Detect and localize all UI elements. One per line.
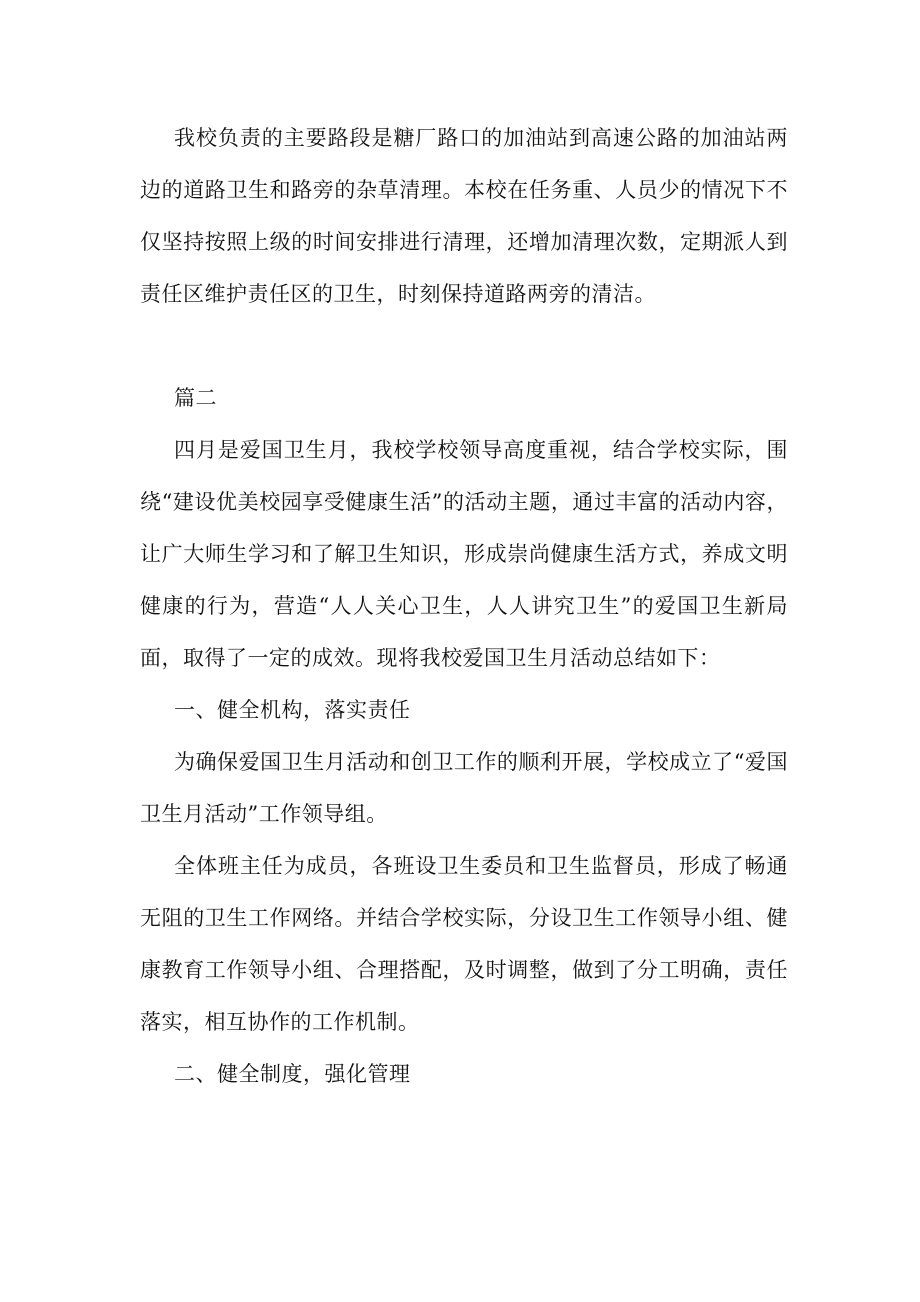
section-title: 篇二 [174, 386, 217, 410]
paragraph-work-network: 全体班主任为成员，各班设卫生委员和卫生监督员，形成了畅通无阻的卫生工作网络。并结合学校实际，分设卫生工作领导小组、健康教育工作领导小组、合理搭配，及时调整，做到了分工明确，责任落实，相互协作的工作机制。 [140, 854, 788, 1034]
paragraph-leadership-group: 为确保爱国卫生月活动和创卫工作的顺利开展，学校成立了“爱国卫生月活动”工作领导组。 [140, 750, 788, 826]
heading-management: 二、健全制度，强化管理 [174, 1062, 411, 1086]
heading-organization: 一、健全机构，落实责任 [174, 698, 411, 722]
paragraph-health-month-intro: 四月是爱国卫生月，我校学校领导高度重视，结合学校实际，围绕“建设优美校园享受健康生活”的活动主题，通过丰富的活动内容，让广大师生学习和了解卫生知识，形成崇尚健康生活方式，养成文明健康的行为，营造“人人关心卫生，人人讲究卫生”的爱国卫生新局面，取得了一定的成效。现将我校爱国卫生月活动总结如下： [140, 438, 788, 670]
paragraph-road-cleaning: 我校负责的主要路段是糖厂路口的加油站到高速公路的加油站两边的道路卫生和路旁的杂草清理。本校在任务重、人员少的情况下不仅坚持按照上级的时间安排进行清理，还增加清理次数，定期派人到责任区维护责任区的卫生，时刻保持道路两旁的清洁。 [140, 126, 788, 306]
